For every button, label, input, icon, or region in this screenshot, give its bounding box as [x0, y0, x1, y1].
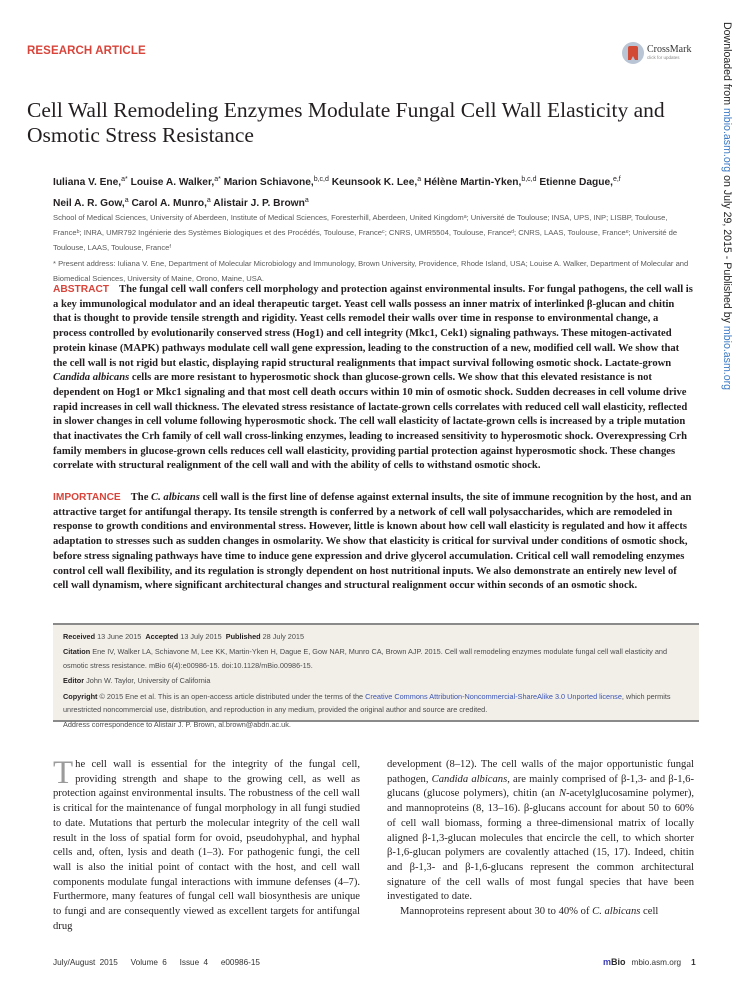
- drop-cap: T: [53, 755, 74, 791]
- editor-row: [63, 674, 689, 687]
- body-paragraph: development (8–12). The cell walls of the major opportunistic fungal pathogen, Candida albicans, are mainly comprised of β-1,3- and β-1,6-glucans (glucose polymers), chitin (an N-acetylglucosamine polymer), and mannoproteins (8, 13–16). β-glucans account for about 50 to 60% of cell wall biomass, forming a three-dimensional matrix of locally aligned β-1,3-glucan molecules that encircle the cell, to which shorter β-1,6-glucan polymers are covalently attached (15, 17). Indeed, chitin and β-1,3- and β-1,6-glucans represent the common architectural signature of the cell walls of most fungal species that have been investigated to date.: [387, 759, 694, 903]
- author[interactable]: Carol A. Munro,$^a$: [131, 197, 211, 209]
- author[interactable]: Hélène Martin-Yken,$^{b,c,d}$: [423, 176, 537, 188]
- correspondence-row: Address correspondence to Alistair J. P. Brown, al.brown@abdn.ac.uk.: [63, 720, 291, 730]
- body-text: he cell wall is essential for the integrity of the fungal cell, providing strength and shape to the growing cell, as well as protection against environmental insults. The robustness of the cell wall is critical for the maintenance of fungal morphology in all fungi studied to date. Mutations that perturb the molecular integrity of the cell wall result in the loss of spatial form for ovoid, pseudohyphal, and hyphal cells and, often, lysis and death (1–3). For pathogenic fungi, the cell wall is also the initial point of contact with the host, and cell wall components modulate fungal interactions with immune defenses (4–7). Furthermore, many features of fungal cell wall biosynthesis are unique to fungi and are consequently viewed as excellent targets for antifungal drug: [53, 759, 360, 932]
- citation-row: [63, 645, 689, 672]
- editor-label: Editor: [63, 676, 85, 686]
- abstract-label: ABSTRACT: [53, 284, 110, 295]
- page-number: 1: [691, 957, 696, 967]
- copyright-text: © 2015 Ene et al. This is an open-access article distributed under the terms of the: [99, 691, 366, 701]
- article-metadata-box: [53, 623, 699, 730]
- footer-issue-info: July/August 2015 Volume 6 Issue 4 e00986-15: [53, 958, 260, 967]
- importance-text-cont: cell wall is the first line of defense against external insults, the site of immune recognition by the host, and an attractive target for antifungal therapy. Its tensile strength is conferred by a network of cell wall polysaccharides, which are remodeled in response to growth conditions and environmental stress. However, little is known about how cell wall elasticity is regulated and how it affects adaptation to stresses such as sudden changes in osmolarity. We show that elasticity is critical for survival under conditions of osmotic shock, before stress signaling pathways have time to induce gene expression and drive glycerol accumulation. Critical cell wall remodeling enzymes control cell wall flexibility, and its regulation is strongly dependent on host nutritional inputs. We also demonstrate an entirely new level of cell wall dynamism, where significant architectural changes and structural realignment occur within seconds of an osmotic shock.: [53, 492, 692, 592]
- mbio-logo-icon: mBio: [603, 957, 626, 967]
- crossmark-icon: [622, 42, 644, 64]
- footer-site-link[interactable]: mbio.asm.org: [631, 957, 682, 967]
- importance-species: C. albicans: [151, 492, 200, 503]
- crossmark-title: CrossMark: [647, 44, 692, 56]
- publisher-link-mbio[interactable]: mbio.asm.org: [721, 325, 733, 391]
- copyright-text-cont: , which permits unrestricted noncommercial use, distribution, and reproduction in any medium, provided the original author and source are credited.: [63, 691, 671, 715]
- section-label: RESEARCH ARTICLE: [27, 45, 146, 57]
- published-label: Published: [225, 632, 261, 641]
- citation-label: Citation: [63, 647, 91, 657]
- author[interactable]: Marion Schiavone,$^{b,c,d}$: [223, 176, 329, 188]
- abstract-text: The fungal cell wall confers cell morphology and protection against environmental insults. For fungal pathogens, the cell wall is a key immunological modulator and an ideal therapeutic target. Yeast cell walls possess an inner matrix of interlinked β-glucan and chitin that is thought to provide tensile strength and rigidity. Yeast cells remodel their walls over time in response to environmental change, a process controlled by evolutionarily conserved stress (Hog1) and cell integrity (Mkc1, Cek1) signaling pathways. These mitogen-activated protein kinase (MAPK) pathways modulate cell wall gene expression, leading to the construction of a new, modified cell wall. We show that the cell wall is not rigid but elastic, displaying rapid structural realignments that impact survival following osmotic shock. Lactate-grown: [53, 284, 693, 369]
- accepted-label: Accepted: [145, 632, 179, 641]
- article-title: Cell Wall Remodeling Enzymes Modulate Fungal Cell Wall Elasticity and Osmotic Stress Resistance: [27, 98, 665, 147]
- published-date: 28 July 2015: [262, 632, 305, 641]
- dates-row: [63, 630, 689, 643]
- importance: [53, 491, 693, 594]
- copyright-label: Copyright: [63, 691, 98, 701]
- crossmark-subtitle: click for updates: [647, 55, 680, 61]
- author[interactable]: Neil A. R. Gow,$^a$: [53, 197, 129, 209]
- editor-name: John W. Taylor, University of California: [86, 676, 211, 686]
- download-link-mbio[interactable]: mbio.asm.org: [721, 107, 733, 173]
- copyright-row: [63, 690, 689, 717]
- citation-text: Ene IV, Walker LA, Schiavone M, Lee KK, Martin-Yken H, Dague E, Gow NAR, Munro CA, Brown AJP. 2015. Cell wall remodeling enzymes modulate fungal cell wall elasticity and osmotic stress resistance. mBio 6(4):e00986-15. doi:10.1128/mBio.00986-15.: [63, 647, 668, 670]
- footer-right: [603, 957, 696, 967]
- affiliations: School of Medical Sciences, University of Aberdeen, Institute of Medical Sciences, Foresterhill, Aberdeen, United Kingdomᵃ; Université de Toulouse; INSA, UPS, INP; LISBP, Toulouse, Franceᵇ; INRA, UMR792 Ingénierie des Systèmes Biologiques et des Procédés, Toulouse, Franceᶜ; CNRS, UMR5504, Toulouse, Franceᵈ; CNRS, LAAS, Toulouse, Franceᵉ; Université de Toulouse, LAAS, Toulouse, Franceᶠ: [53, 213, 678, 252]
- body-column-right: [387, 758, 694, 920]
- author[interactable]: Keunsook K. Lee,$^a$: [331, 176, 422, 188]
- abstract: [53, 283, 693, 474]
- download-note: [713, 22, 733, 391]
- author[interactable]: Alistair J. P. Brown$^a$: [213, 197, 309, 209]
- received-label: Received: [63, 632, 96, 641]
- body-column-left: [53, 755, 360, 934]
- download-note-prefix: Downloaded from: [721, 22, 733, 108]
- abstract-text-cont: cells are more resistant to hyperosmotic shock than glucose-grown cells. We show that this elevated resistance is not dependent on Hog1 or Mkc1 signaling and that most cell death occurs within 10 min of osmotic shock. Sudden decreases in cell volume drive rapid increases in cell wall thickness. The elevated stress resistance of lactate-grown cells correlates with reduced cell wall elasticity, reflected in slower changes in cell volume following hyperosmotic shock. The cell wall elasticity of lactate-grown cells is increased by a triple mutation that inactivates the Crh family of cell wall cross-linking enzymes, leading to increased sensitivity to hyperosmotic shock. Overexpressing Crh family members in glucose-grown cells reduces cell wall elasticity, providing partial protection against hyperosmotic shock. These changes correlate with structural realignment of the cell wall and with the ability of cells to withstand osmotic shock.: [53, 372, 688, 472]
- importance-text: The: [130, 492, 152, 503]
- download-note-middle: on July 29, 2015 - Published by: [721, 172, 733, 326]
- author-list: [53, 171, 693, 213]
- abstract-species: Candida albicans: [53, 372, 130, 384]
- accepted-date: 13 July 2015: [180, 632, 222, 641]
- body-paragraph: Mannoproteins represent about 30 to 40% of C. albicans cell: [400, 906, 659, 918]
- author[interactable]: Iuliana V. Ene,$^{a*}$: [53, 176, 128, 188]
- present-address: * Present address: Iuliana V. Ene, Department of Molecular Microbiology and Immunology, Brown University, Providence, Rhode Island, USA; Louise A. Walker, Department of Molecular and Biomedical Sciences, University of Maine, Orono, Maine, USA.: [53, 259, 689, 283]
- body-paragraph: [53, 755, 360, 934]
- crossmark-badge[interactable]: [622, 42, 691, 64]
- license-link[interactable]: Creative Commons Attribution-Noncommercial-ShareAlike 3.0 Unported license: [365, 691, 622, 701]
- received-date: 13 June 2015: [97, 632, 142, 641]
- author[interactable]: Louise A. Walker,$^{a*}$: [130, 176, 221, 188]
- importance-label: IMPORTANCE: [53, 492, 121, 503]
- author[interactable]: Etienne Dague,$^{e,f}$: [539, 176, 621, 188]
